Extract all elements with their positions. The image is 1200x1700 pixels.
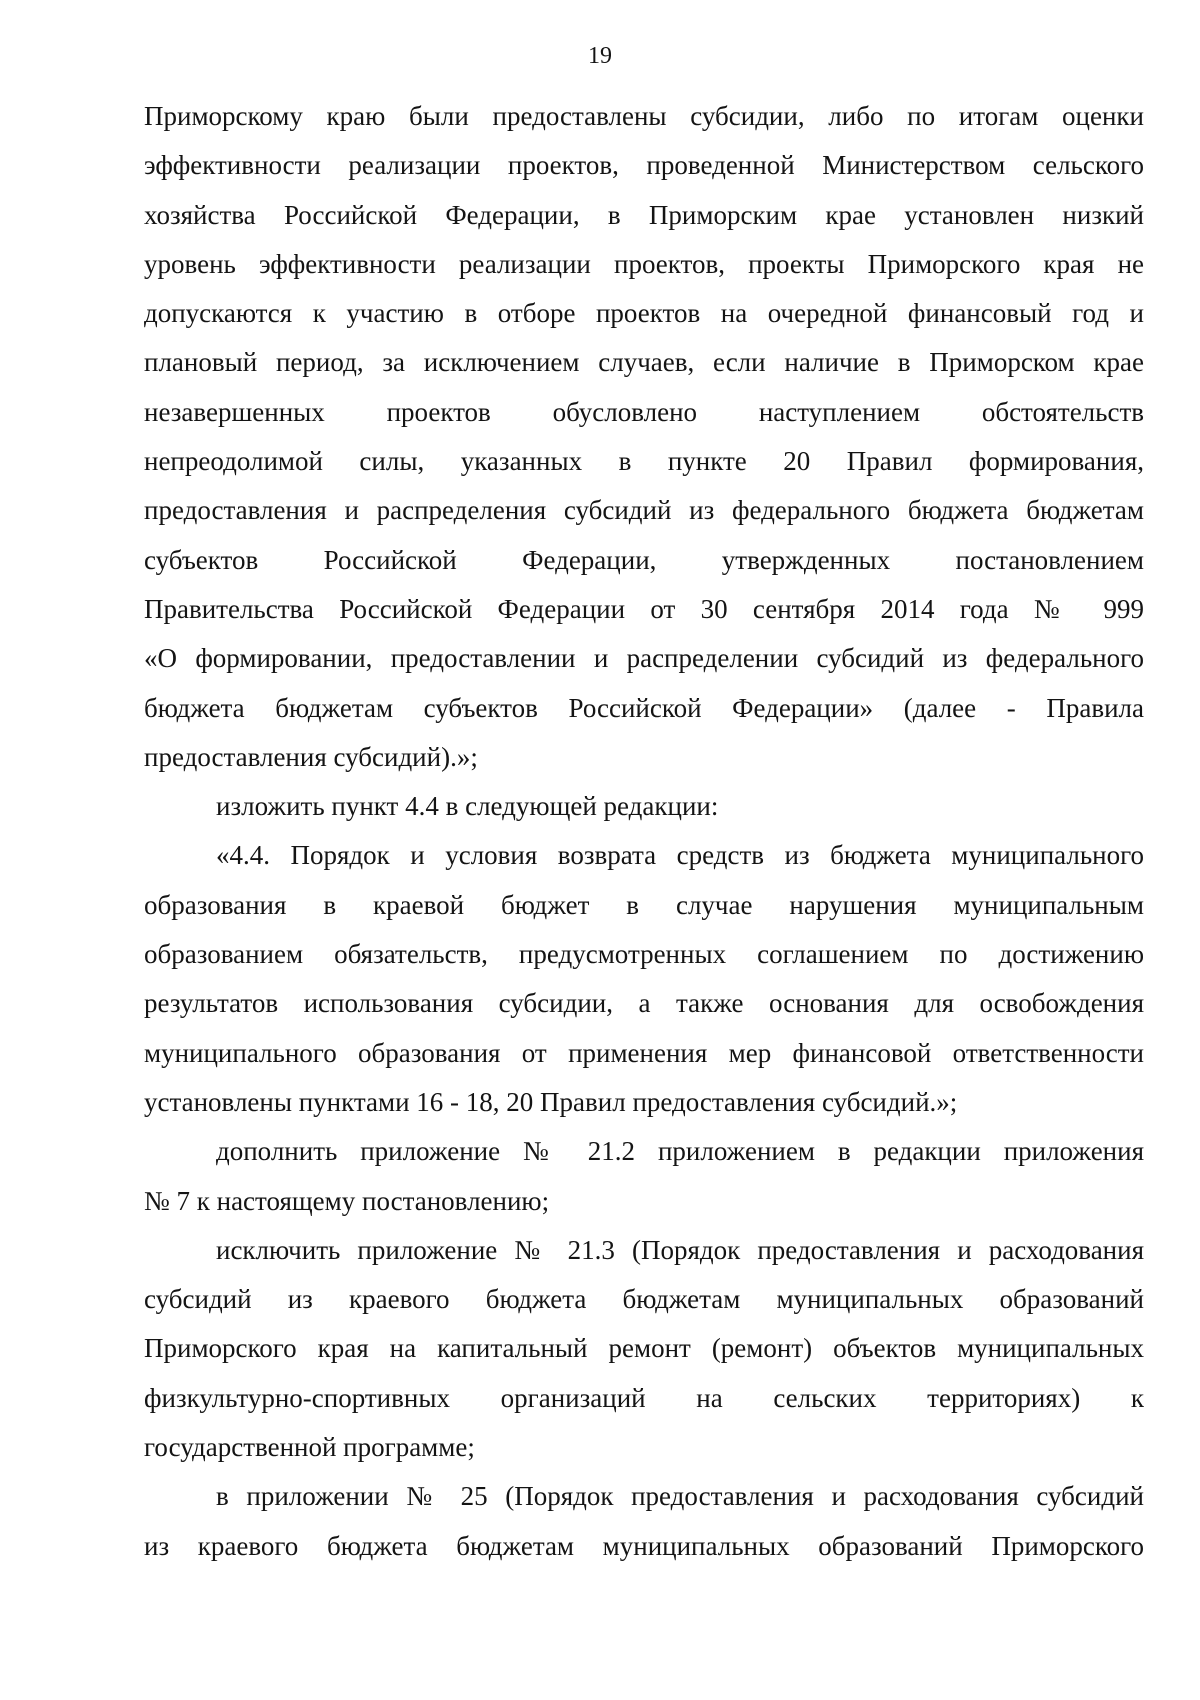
text-line: в приложении № 25 (Порядок предоставления и расходования субсидий (216, 1481, 1144, 1512)
page-number: 19 (588, 43, 612, 69)
text-line: эффективности реализации проектов, проведенной Министерством сельского (144, 150, 1144, 181)
text-line: из краевого бюджета бюджетам муниципальных образований Приморского (144, 1530, 1144, 1561)
text-line: изложить пункт 4.4 в следующей редакции: (216, 791, 719, 822)
text-line: образования в краевой бюджет в случае нарушения муниципальным (144, 889, 1144, 920)
text-line: «4.4. Порядок и условия возврата средств из бюджета муниципального (216, 840, 1144, 871)
text-line: уровень эффективности реализации проектов, проекты Приморского края не (144, 248, 1144, 279)
text-line: непреодолимой силы, указанных в пункте 20 Правил формирования, (144, 446, 1144, 477)
text-line: предоставления субсидий).»; (144, 741, 478, 772)
text-line: государственной программе; (144, 1432, 475, 1463)
text-line: установлены пунктами 16 - 18, 20 Правил предоставления субсидий.»; (144, 1086, 958, 1117)
text-line: № 7 к настоящему постановлению; (144, 1185, 550, 1216)
text-line: результатов использования субсидии, а также основания для освобождения (144, 988, 1144, 1019)
text-line: предоставления и распределения субсидий из федерального бюджета бюджетам (144, 495, 1144, 526)
text-line: плановый период, за исключением случаев, если наличие в Приморском крае (144, 347, 1144, 378)
text-line: дополнить приложение № 21.2 приложением в редакции приложения (216, 1136, 1144, 1167)
text-line: хозяйства Российской Федерации, в Приморским крае установлен низкий (144, 199, 1144, 230)
text-line: «О формировании, предоставлении и распределении субсидий из федерального (144, 643, 1144, 674)
text-line: образованием обязательств, предусмотренных соглашением по достижению (144, 939, 1144, 970)
text-line: Приморского края на капитальный ремонт (ремонт) объектов муниципальных (144, 1333, 1144, 1364)
text-line: допускаются к участию в отборе проектов на очередной финансовый год и (144, 298, 1144, 329)
text-line: бюджета бюджетам субъектов Российской Федерации» (далее - Правила (144, 692, 1144, 723)
text-line: исключить приложение № 21.3 (Порядок предоставления и расходования (216, 1234, 1144, 1265)
text-line: Правительства Российской Федерации от 30 сентября 2014 года № 999 (144, 593, 1144, 624)
text-line: субъектов Российской Федерации, утвержденных постановлением (144, 544, 1144, 575)
text-line: субсидий из краевого бюджета бюджетам муниципальных образований (144, 1284, 1144, 1315)
document-body (144, 92, 1144, 1571)
text-line: муниципального образования от применения мер финансовой ответственности (144, 1037, 1144, 1068)
text-line: физкультурно-спортивных организаций на сельских территориях) к (144, 1382, 1144, 1413)
text-line: Приморскому краю были предоставлены субсидии, либо по итогам оценки (144, 101, 1144, 131)
text-line: незавершенных проектов обусловлено наступлением обстоятельств (144, 396, 1144, 427)
